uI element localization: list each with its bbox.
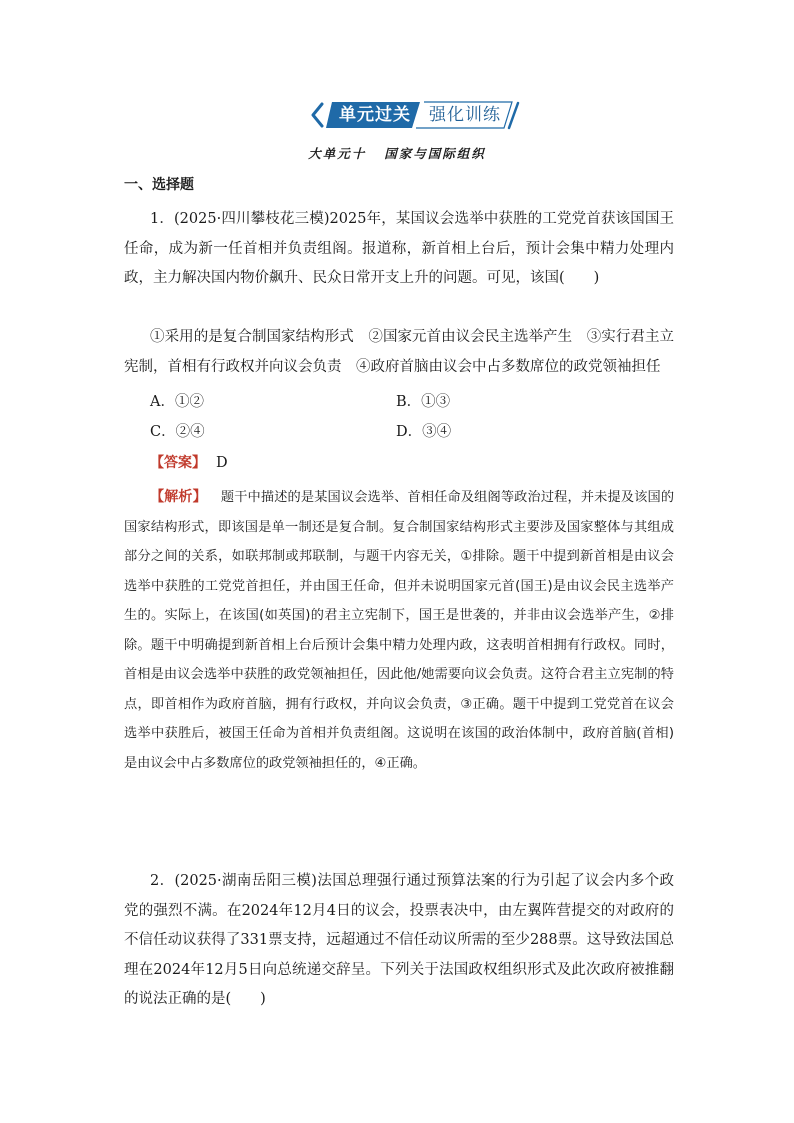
unit-subtitle xyxy=(0,144,794,162)
banner-unit-label: 单元过关 xyxy=(339,105,411,125)
option-b: B．①③ xyxy=(396,394,451,410)
unit-topic: 国家与国际组织 xyxy=(384,146,486,161)
unit-number: 大单元十 xyxy=(308,146,367,161)
question-1-statements-text: ①采用的是复合制国家结构形式 ②国家元首由议会民主选举产生 ③实行君主立宪制，首相有行政权并向议会负责 ④政府首脑由议会中占多数席位的政党领袖担任 xyxy=(124,329,674,375)
analysis-text: 题干中描述的是某国议会选举、首相任命及组阁等政治过程，并未提及该国的国家结构形式，即该国是单一制还是复合制。复合制国家结构形式主要涉及国家整体与其组成部分之间的关系，如联邦制或邦联制，与题干内容无关，①排除。题干中提到新首相是由议会选举中获胜的工党党首担任，并由国王任命，但并未说明国家元首(国王)是由议会民主选举产生的。实际上，在该国(如英国)的君主立宪制下，国王是世袭的，并非由议会选举产生，②排除。题干中明确提到新首相上台后预计会集中精力处理内政，这表明首相拥有行政权。同时，首相是由议会选举中获胜的政党领袖担任，因此他/她需要向议会负责。这符合君主立宪制的特点，即首相作为政府首脑，拥有行政权，并向议会负责，③正确。题干中提到工党党首在议会选举中获胜后，被国王任命为首相并负责组阁。这说明在该国的政治体制中，政府首脑(首相)是由议会中占多数席位的政党领袖担任的，④正确。 xyxy=(124,490,675,771)
analysis-label: 【解析】 xyxy=(150,489,207,505)
option-d: D．③④ xyxy=(396,424,452,440)
question-1-answer xyxy=(150,452,228,472)
question-1-statements xyxy=(124,323,674,382)
banner-training-label: 强化训练 xyxy=(429,105,501,125)
answer-label: 【答案】 xyxy=(150,455,206,471)
section-heading: 一、选择题 xyxy=(124,177,194,193)
unit-banner xyxy=(310,100,520,130)
answer-value: D xyxy=(216,455,228,471)
question-2-stem xyxy=(124,867,674,1015)
question-2-text: 2．(2025·湖南岳阳三模)法国总理强行通过预算法案的行为引起了议会内多个政党的强烈不满。在2024年12月4日的议会，投票表决中，由左翼阵营提交的对政府的不信任动议获得了331票支持，远超通过不信任动议所需的至少288票。这导致法国总理在2024年12月5日向总统递交辞呈。下列关于法国政权组织形式及此次政府被推翻的说法正确的是( ) xyxy=(124,873,674,1007)
option-c: C．②④ xyxy=(150,424,205,440)
question-1-text: 1．(2025·四川攀枝花三模)2025年，某国议会选举中获胜的工党党首获该国国王任命，成为新一任首相并负责组阁。报道称，新首相上台后，预计会集中精力处理内政，主力解决国内物价飙升、民众日常开支上升的问题。可见，该国( ) xyxy=(124,211,674,286)
question-1-analysis xyxy=(124,483,674,778)
question-1-stem xyxy=(124,205,674,294)
option-a: A．①② xyxy=(150,394,204,410)
